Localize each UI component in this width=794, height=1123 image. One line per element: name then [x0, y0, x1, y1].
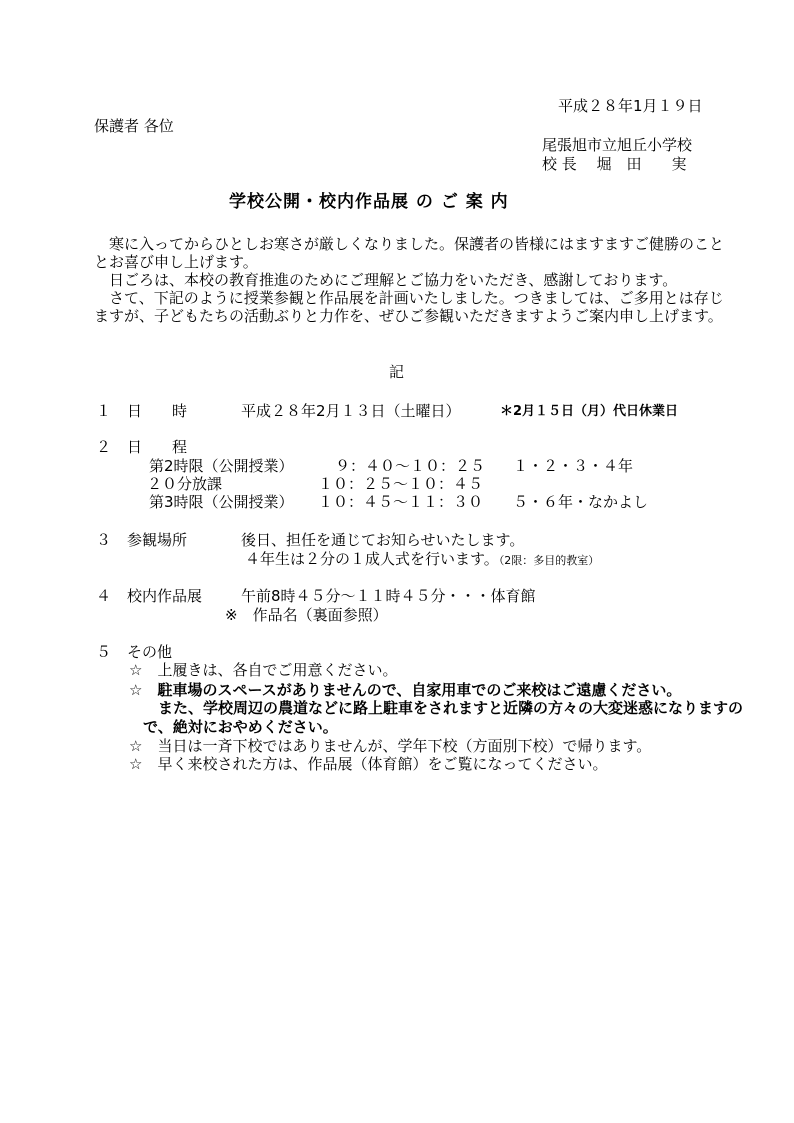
item-4-line-2: ※ 作品名（裏面参照） — [225, 606, 388, 624]
item-3-line-2 — [245, 550, 599, 570]
item-5-number: ５ — [96, 643, 112, 661]
item-1-label: 日 時 — [127, 402, 188, 420]
item-4-label: 校内作品展 — [127, 587, 203, 605]
schedule-row-time: ９：４０～１０：２５ — [335, 457, 486, 475]
document-title: 学校公開・校内作品展 の ご 案 内 — [229, 192, 509, 212]
item-3-line-2-note: （2限：多目的教室） — [498, 554, 600, 567]
note-parking-detail: また、学校周辺の農道などに路上駐車をされますと近隣の方々の大変迷惑になりますので、絶対におやめください。 — [143, 699, 744, 736]
note-dismissal: ☆ 当日は一斉下校ではありませんが、学年下校（方面別下校）で帰ります。 — [129, 737, 652, 755]
item-1-number: １ — [96, 402, 112, 420]
document-date: 平成２８年1月１９日 — [558, 97, 703, 115]
schedule-row-period: ２０分放課 — [147, 475, 223, 493]
item-5-label: その他 — [127, 643, 173, 661]
school-name: 尾張旭市立旭丘小学校 — [542, 136, 693, 154]
schedule-row-grades: １・２・３・４年 — [513, 457, 634, 475]
item-4-line-1: 午前8時４５分～１１時４５分・・・体育館 — [241, 587, 536, 605]
note-indoor-shoes: ☆ 上履きは、各自でご用意ください。 — [129, 661, 398, 679]
item-3-number: ３ — [96, 531, 112, 549]
schedule-row-time: １０：４５～１１：３０ — [318, 493, 484, 511]
schedule-row-grades: ５・６年・なかよし — [513, 493, 649, 511]
item-4-number: ４ — [96, 587, 112, 605]
item-2-number: ２ — [96, 438, 112, 456]
greeting-paragraph-2: 日ごろは、本校の教育推進のためにご理解とご協力をいただき、感謝しております。 — [94, 271, 678, 289]
item-1-note: ＊2月１５日（月）代日休業日 — [500, 404, 679, 419]
note-parking: ☆ 駐車場のスペースがありませんので、自家用車でのご来校はご遠慮ください。 — [129, 681, 682, 699]
item-1-value: 平成２８年2月１３日（土曜日） — [241, 402, 461, 420]
item-3-label: 参観場所 — [127, 531, 188, 549]
schedule-row-time: １０：２５～１０：４５ — [318, 475, 484, 493]
schedule-row-period: 第2時限（公開授業） — [149, 457, 294, 475]
principal-name: 校 長 堀 田 実 — [542, 155, 687, 173]
ki-heading: 記 — [389, 363, 405, 381]
schedule-row-period: 第3時限（公開授業） — [149, 493, 294, 511]
recipient: 保護者 各位 — [94, 117, 174, 135]
greeting-paragraph-1: 寒に入ってからひとしお寒さが厳しくなりました。保護者の皆様にはますますご健勝のこととお喜び申し上げます。 — [94, 235, 725, 271]
item-3-line-2-text: ４年生は２分の１成人式を行います。 — [245, 550, 499, 568]
item-3-line-1: 後日、担任を通じてお知らせいたします。 — [241, 531, 525, 549]
note-early-arrival: ☆ 早く来校された方は、作品展（体育館）をご覧になってください。 — [129, 755, 608, 773]
item-2-label: 日 程 — [127, 438, 188, 456]
greeting-paragraph-3: さて、下記のように授業参観と作品展を計画いたしました。つきましては、ご多用とは存じますが、子どもたちの活動ぶりと力作を、ぜひご参観いただきますようご案内申し上げます。 — [94, 289, 724, 325]
